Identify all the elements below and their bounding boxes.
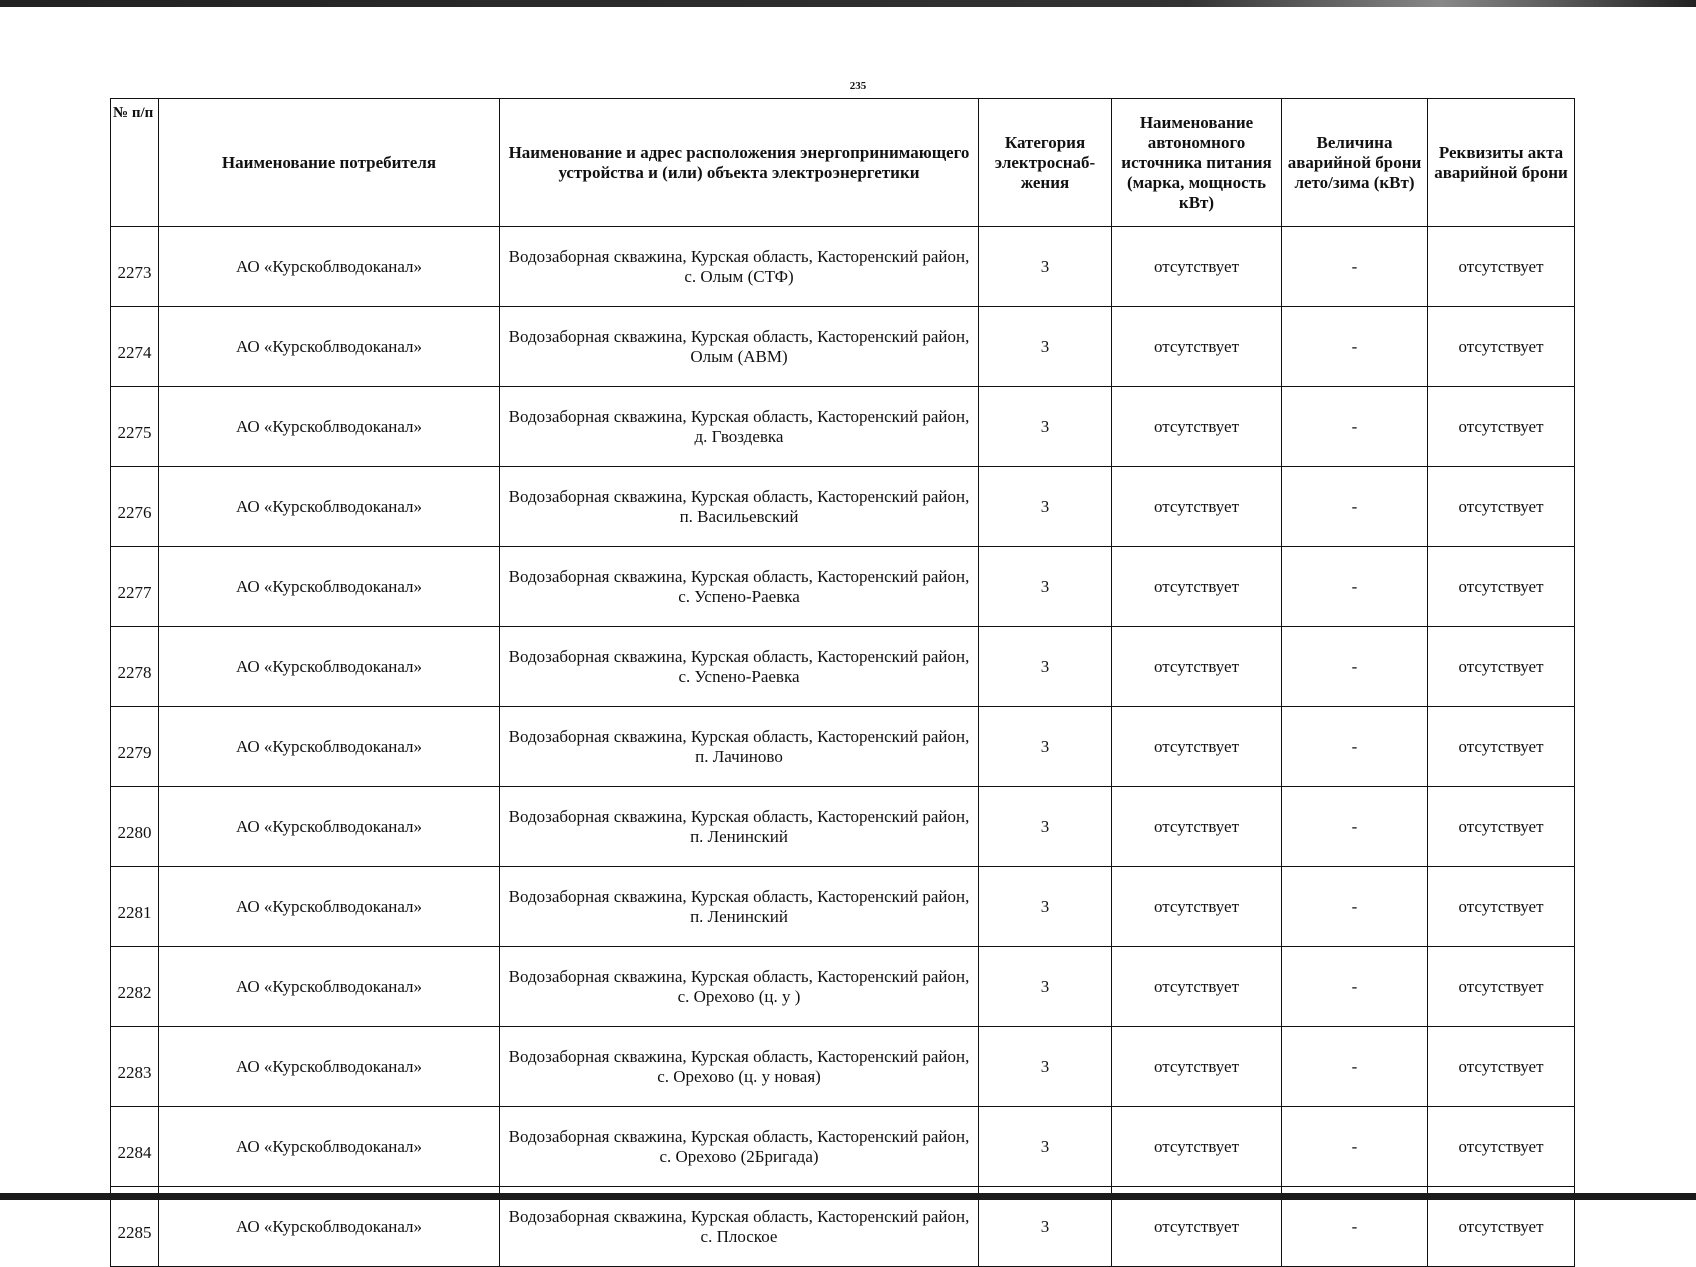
cell-act-details: отсутствует (1428, 547, 1575, 627)
cell-power-source: отсутствует (1112, 227, 1282, 307)
header-number: № п/п (111, 99, 159, 227)
scan-edge-top (0, 0, 1696, 7)
cell-number: 2282 (111, 947, 159, 1027)
cell-act-details: отсутствует (1428, 307, 1575, 387)
cell-power-source: отсутствует (1112, 1187, 1282, 1267)
header-category: Категория электроснаб-жения (979, 99, 1112, 227)
cell-category: 3 (979, 787, 1112, 867)
cell-power-source: отсутствует (1112, 547, 1282, 627)
cell-consumer: АО «Курскоблводоканал» (159, 1187, 500, 1267)
cell-reserve-value: - (1282, 1027, 1428, 1107)
cell-consumer: АО «Курскоблводоканал» (159, 1027, 500, 1107)
cell-consumer: АО «Курскоблводоканал» (159, 707, 500, 787)
cell-address: Водозаборная скважина, Курская область, Касторенский район, п. Ленинский (500, 787, 979, 867)
cell-address: Водозаборная скважина, Курская область, Касторенский район, с. Олым (СТФ) (500, 227, 979, 307)
cell-reserve-value: - (1282, 1107, 1428, 1187)
cell-address: Водозаборная скважина, Курская область, Касторенский район, п. Лачиново (500, 707, 979, 787)
table-row (111, 307, 1575, 387)
table-row (111, 227, 1575, 307)
header-act-details: Реквизиты акта аварийной брони (1428, 99, 1575, 227)
cell-category: 3 (979, 307, 1112, 387)
cell-consumer: АО «Курскоблводоканал» (159, 867, 500, 947)
cell-power-source: отсутствует (1112, 307, 1282, 387)
cell-category: 3 (979, 1027, 1112, 1107)
cell-number: 2284 (111, 1107, 159, 1187)
emergency-reserve-table (110, 98, 1575, 1267)
table-row (111, 547, 1575, 627)
cell-reserve-value: - (1282, 947, 1428, 1027)
cell-power-source: отсутствует (1112, 627, 1282, 707)
cell-number: 2281 (111, 867, 159, 947)
cell-number: 2283 (111, 1027, 159, 1107)
cell-address: Водозаборная скважина, Курская область, Касторенский район, п. Васильевский (500, 467, 979, 547)
table-row (111, 467, 1575, 547)
cell-consumer: АО «Курскоблводоканал» (159, 467, 500, 547)
cell-category: 3 (979, 227, 1112, 307)
cell-category: 3 (979, 467, 1112, 547)
cell-category: 3 (979, 867, 1112, 947)
cell-reserve-value: - (1282, 387, 1428, 467)
table-row (111, 1107, 1575, 1187)
cell-act-details: отсутствует (1428, 1107, 1575, 1187)
cell-power-source: отсутствует (1112, 947, 1282, 1027)
cell-reserve-value: - (1282, 1187, 1428, 1267)
cell-category: 3 (979, 547, 1112, 627)
cell-consumer: АО «Курскоблводоканал» (159, 307, 500, 387)
cell-reserve-value: - (1282, 707, 1428, 787)
cell-power-source: отсутствует (1112, 387, 1282, 467)
cell-power-source: отсутствует (1112, 467, 1282, 547)
table-row (111, 947, 1575, 1027)
cell-reserve-value: - (1282, 547, 1428, 627)
scan-edge-bottom (0, 1193, 1696, 1200)
cell-act-details: отсутствует (1428, 947, 1575, 1027)
table-row (111, 627, 1575, 707)
cell-category: 3 (979, 947, 1112, 1027)
cell-power-source: отсутствует (1112, 787, 1282, 867)
cell-address: Водозаборная скважина, Курская область, Касторенский район, с. Орехово (ц. у новая) (500, 1027, 979, 1107)
cell-address: Водозаборная скважина, Курская область, Касторенский район, д. Гвоздевка (500, 387, 979, 467)
table-row (111, 867, 1575, 947)
cell-address: Водозаборная скважина, Курская область, Касторенский район, с. Усnено-Раевка (500, 627, 979, 707)
cell-consumer: АО «Курскоблводоканал» (159, 547, 500, 627)
cell-number: 2273 (111, 227, 159, 307)
cell-category: 3 (979, 387, 1112, 467)
cell-consumer: АО «Курскоблводоканал» (159, 787, 500, 867)
cell-category: 3 (979, 1107, 1112, 1187)
cell-address: Водозаборная скважина, Курская область, Касторенский район, с. Орехово (ц. у ) (500, 947, 979, 1027)
table-body (111, 227, 1575, 1267)
cell-number: 2285 (111, 1187, 159, 1267)
table-row (111, 1027, 1575, 1107)
cell-act-details: отсутствует (1428, 387, 1575, 467)
cell-number: 2280 (111, 787, 159, 867)
cell-address: Водозаборная скважина, Курская область, Касторенский район, Олым (АВМ) (500, 307, 979, 387)
cell-reserve-value: - (1282, 227, 1428, 307)
cell-act-details: отсутствует (1428, 1187, 1575, 1267)
cell-act-details: отсутствует (1428, 627, 1575, 707)
cell-act-details: отсутствует (1428, 467, 1575, 547)
cell-number: 2275 (111, 387, 159, 467)
cell-reserve-value: - (1282, 467, 1428, 547)
cell-act-details: отсутствует (1428, 787, 1575, 867)
table-row (111, 387, 1575, 467)
header-row (111, 99, 1575, 227)
cell-reserve-value: - (1282, 307, 1428, 387)
cell-reserve-value: - (1282, 627, 1428, 707)
table-row (111, 707, 1575, 787)
cell-category: 3 (979, 1187, 1112, 1267)
cell-act-details: отсутствует (1428, 1027, 1575, 1107)
header-power-source: Наименование автономного источника питания (марка, мощность кВт) (1112, 99, 1282, 227)
cell-address: Водозаборная скважина, Курская область, Касторенский район, с. Орехово (2Бригада) (500, 1107, 979, 1187)
table-header (111, 99, 1575, 227)
cell-consumer: АО «Курскоблводоканал» (159, 1107, 500, 1187)
cell-number: 2274 (111, 307, 159, 387)
header-address: Наименование и адрес расположения энергопринимающего устройства и (или) объекта электроэнергетики (500, 99, 979, 227)
cell-address: Водозаборная скважина, Курская область, Касторенский район, с. Плоское (500, 1187, 979, 1267)
cell-act-details: отсутствует (1428, 707, 1575, 787)
cell-act-details: отсутствует (1428, 867, 1575, 947)
cell-number: 2278 (111, 627, 159, 707)
cell-power-source: отсутствует (1112, 707, 1282, 787)
cell-reserve-value: - (1282, 867, 1428, 947)
cell-consumer: АО «Курскоблводоканал» (159, 627, 500, 707)
cell-address: Водозаборная скважина, Курская область, Касторенский район, с. Успено-Раевка (500, 547, 979, 627)
cell-reserve-value: - (1282, 787, 1428, 867)
cell-address: Водозаборная скважина, Курская область, Касторенский район, п. Ленинский (500, 867, 979, 947)
table-row (111, 787, 1575, 867)
page-number: 235 (849, 80, 867, 92)
cell-consumer: АО «Курскоблводоканал» (159, 387, 500, 467)
cell-act-details: отсутствует (1428, 227, 1575, 307)
cell-number: 2279 (111, 707, 159, 787)
cell-consumer: АО «Курскоблводоканал» (159, 227, 500, 307)
header-consumer: Наименование потребителя (159, 99, 500, 227)
cell-power-source: отсутствует (1112, 1027, 1282, 1107)
cell-category: 3 (979, 707, 1112, 787)
cell-number: 2277 (111, 547, 159, 627)
header-reserve-value: Величина аварийной брони лето/зима (кВт) (1282, 99, 1428, 227)
cell-number: 2276 (111, 467, 159, 547)
cell-category: 3 (979, 627, 1112, 707)
cell-consumer: АО «Курскоблводоканал» (159, 947, 500, 1027)
cell-power-source: отсутствует (1112, 1107, 1282, 1187)
cell-power-source: отсутствует (1112, 867, 1282, 947)
